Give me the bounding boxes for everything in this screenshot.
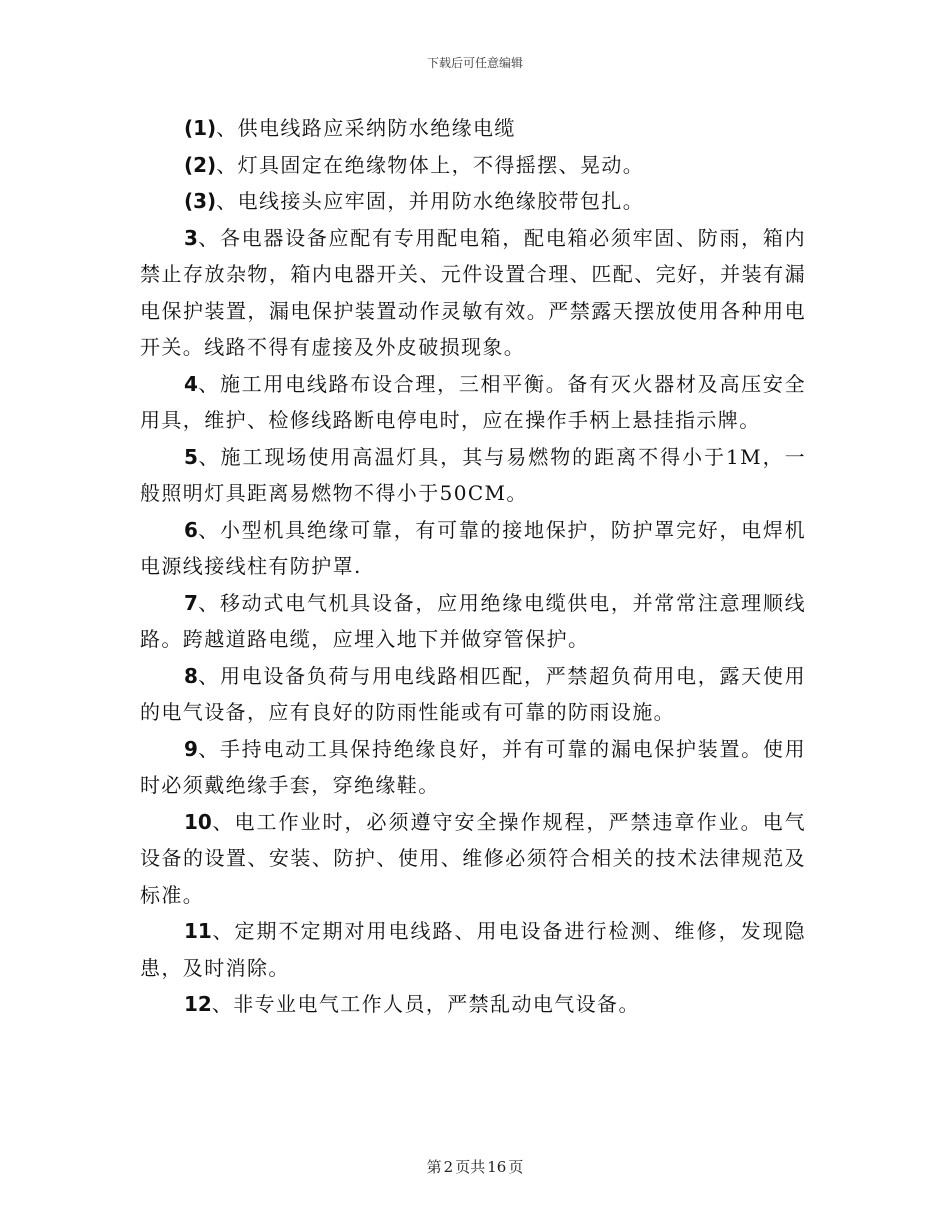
item-number: 6 [184,517,198,542]
page-number: 2 [443,1158,454,1176]
list-item [140,804,806,914]
footer-prefix: 第 [426,1158,442,1176]
item-number: 10 [184,809,212,834]
list-item [140,658,806,731]
item-text: 、电线接头应牢固，并用防水绝缘胶带包扎。 [216,189,645,213]
list-item [140,147,806,184]
list-item [140,585,806,658]
document-body [140,110,806,1023]
item-text: 、非专业电气工作人员，严禁乱动电气设备。 [211,992,640,1016]
footer-suffix: 页 [508,1158,524,1176]
list-item [140,731,806,804]
item-number: 11 [184,919,212,943]
item-text: 、灯具固定在绝缘物体上，不得摇摆、晃动。 [216,152,645,177]
item-number: (3) [184,189,217,213]
item-text: 、移动式电气机具设备，应用绝缘电缆供电，并常常注意理顺线路。跨越道路电缆，应埋入地下并做穿管保护。 [140,590,806,651]
item-number: 12 [184,992,212,1016]
item-number: 8 [184,663,198,688]
item-text: 、用电设备负荷与用电线路相匹配，严禁超负荷用电，露天使用的电气设备，应有良好的防雨性能或有可靠的防雨设施。 [140,663,806,724]
item-text: 、手持电动工具保持绝缘良好，并有可靠的漏电保护装置。使用时必须戴绝缘手套，穿绝缘鞋。 [140,736,806,797]
item-text: 、小型机具绝缘可靠，有可靠的接地保护，防护罩完好，电焊机电源线接线柱有防护罩. [140,517,806,578]
list-item [140,913,806,986]
item-number: 7 [184,590,198,615]
item-text: 、各电器设备应配有专用配电箱，配电箱必须牢固、防雨，箱内禁止存放杂物，箱内电器开关、元件设置合理、匹配、完好，并装有漏电保护装置，漏电保护装置动作灵敏有效。严禁露天摆放使用各种用电开关。线路不得有虚接及外皮破损现象。 [140,225,806,359]
item-number: (1) [184,116,217,140]
list-item [140,110,806,147]
footer-middle: 页共 [455,1158,486,1176]
item-number: 9 [184,736,198,761]
item-text: 、电工作业时，必须遵守安全操作规程，严禁违章作业。电气设备的设置、安装、防护、使用、维修必须符合相关的技术法律规范及标准。 [140,809,806,907]
item-text: 、施工用电线路布设合理，三相平衡。备有灭火器材及高压安全用具，维护、检修线路断电停电时，应在操作手柄上悬挂指示牌。 [140,371,806,432]
item-number: 3 [184,225,198,250]
item-text: 、定期不定期对用电线路、用电设备进行检测、维修，发现隐患，及时消除。 [140,919,806,980]
item-number: (2) [184,152,217,177]
list-item [140,512,806,585]
page-total: 16 [487,1158,507,1176]
list-item [140,183,806,220]
list-item [140,220,806,366]
item-number: 5 [184,444,198,469]
list-item [140,439,806,512]
header-note: 下载后可任意编辑 [426,56,523,70]
item-number: 4 [184,371,198,396]
list-item [140,366,806,439]
page-footer [0,1156,950,1177]
list-item [140,986,806,1023]
item-text: 、施工现场使用高温灯具，其与易燃物的距离不得小于1M，一般照明灯具距离易燃物不得小于50CM。 [140,444,806,505]
item-text: 、供电线路应采纳防水绝缘电缆 [216,116,516,140]
